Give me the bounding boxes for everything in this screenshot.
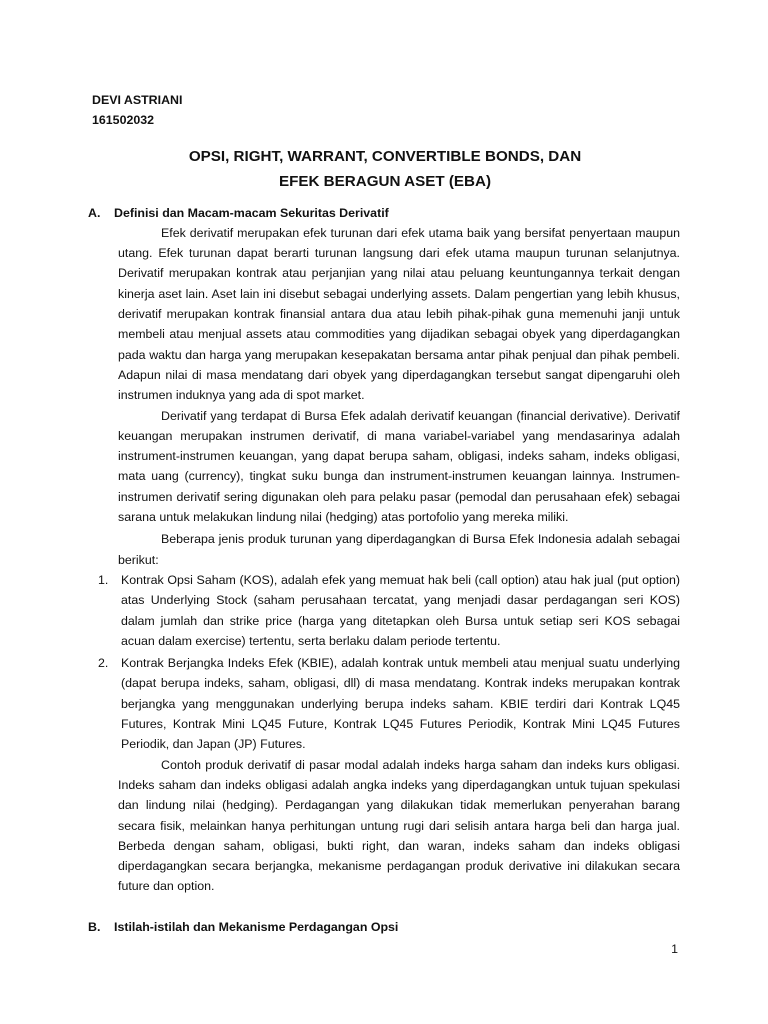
section-b-heading bbox=[88, 917, 680, 937]
paragraph: Contoh produk derivatif di pasar modal adalah indeks harga saham dan indeks kurs obligasi. Indeks saham dan indeks obligasi adalah angka indeks yang diperdagangkan untuk tujuan spekulasi dan lindung nilai (hedging). Perdagangan yang dilakukan tidak memerlukan penyerahan barang secara fisik, melainkan hanya perhitungan untung rugi dari selisih antara harga beli dan harga jual. Berbeda dengan saham, obligasi, bukti right, dan waran, indeks saham dan indeks obligasi diperdagangkan secara berjangka, mekanisme perdagangan produk derivative ini dilakukan secara future dan option. bbox=[118, 757, 680, 894]
paragraph: Beberapa jenis produk turunan yang diperdagangkan di Bursa Efek Indonesia adalah sebagai berikut: bbox=[118, 532, 680, 567]
author-name: DEVI ASTRIANI bbox=[92, 93, 183, 107]
section-a-heading bbox=[88, 203, 680, 223]
section-a-title: Definisi dan Macam-macam Sekuritas Derivatif bbox=[114, 205, 389, 220]
list-item bbox=[98, 653, 680, 754]
list-number: 1. bbox=[98, 572, 109, 587]
numbered-list bbox=[98, 570, 680, 755]
title-line-2: EFEK BERAGUN ASET (EBA) bbox=[278, 172, 492, 190]
student-id: 161502032 bbox=[92, 113, 155, 128]
paragraph: Efek derivatif merupakan efek turunan dari efek utama baik yang bersifat penyertaan maupun utang. Efek turunan dapat berarti turunan langsung dari efek utama maupun turunan selanjutnya. Derivatif merupakan kontrak atau perjanjian yang nilai atau peluang keuntungannya terkait dengan kinerja aset lain. Aset lain ini disebut sebagai underlying assets. Dalam pengertian yang lebih khusus, derivatif merupakan kontrak finansial antara dua atau lebih pihak-pihak guna memenuhi janji untuk membeli atau menjual assets atau commodities yang dijadikan sebagai obyek yang diperdagangkan pada waktu dan harga yang merupakan kesepakatan bersama antar pihak penjual dan pihak pembeli. Adapun nilai di masa mendatang dari obyek yang diperdagangkan tersebut sangat dipengaruhi oleh instrumen induknya yang ada di spot market. bbox=[118, 225, 680, 403]
section-a-body bbox=[98, 223, 680, 897]
title-line-1: OPSI, RIGHT, WARRANT, CONVERTIBLE BONDS, DAN bbox=[188, 147, 582, 165]
list-number: 2. bbox=[98, 656, 109, 671]
list-item bbox=[98, 570, 680, 651]
section-a-marker: A. bbox=[88, 205, 101, 220]
page-number: 1 bbox=[671, 942, 678, 956]
section-b-title: Istilah-istilah dan Mekanisme Perdagangan Opsi bbox=[114, 919, 399, 934]
list-item-text: Kontrak Opsi Saham (KOS), adalah efek yang memuat hak beli (call option) atau hak jual (put option) atas Underlying Stock (saham perusahaan tercatat, yang menjadi dasar perdagangan seri KOS) dalam jumlah dan strike price (harga yang ditetapkan oleh Bursa untuk setiap seri KOS sebagai acuan dalam exercise) tertentu, serta berlaku dalam periode tertentu. bbox=[121, 572, 680, 648]
paragraph: Derivatif yang terdapat di Bursa Efek adalah derivatif keuangan (financial derivative). Derivatif keuangan merupakan instrumen derivatif, di mana variabel-variabel yang mendasarinya adalah instrument-instrumen keuangan, yang dapat berupa saham, obligasi, indeks saham, indeks obligasi, mata uang (currency), tingkat suku bunga dan instrument-instrumen keuangan lainnya. Instrumen-instrumen derivatif sering digunakan oleh para pelaku pasar (pemodal dan perusahaan efek) sebagai sarana untuk melakukan lindung nilai (hedging) atas portofolio yang mereka miliki. bbox=[118, 408, 680, 525]
list-item-text: Kontrak Berjangka Indeks Efek (KBIE), adalah kontrak untuk membeli atau menjual suatu underlying (dapat berupa indeks, saham, obligasi, dll) di masa mendatang. Kontrak indeks merupakan kontrak berjangka yang menggunakan underlying berupa indeks saham. KBIE terdiri dari Kontrak LQ45 Futures, Kontrak Mini LQ45 Future, Kontrak LQ45 Futures Periodik, Kontrak Mini LQ45 Futures Periodik, dan Japan (JP) Futures. bbox=[121, 656, 680, 752]
document-title bbox=[90, 144, 680, 194]
document-body bbox=[88, 90, 680, 937]
section-b-marker: B. bbox=[88, 919, 101, 934]
